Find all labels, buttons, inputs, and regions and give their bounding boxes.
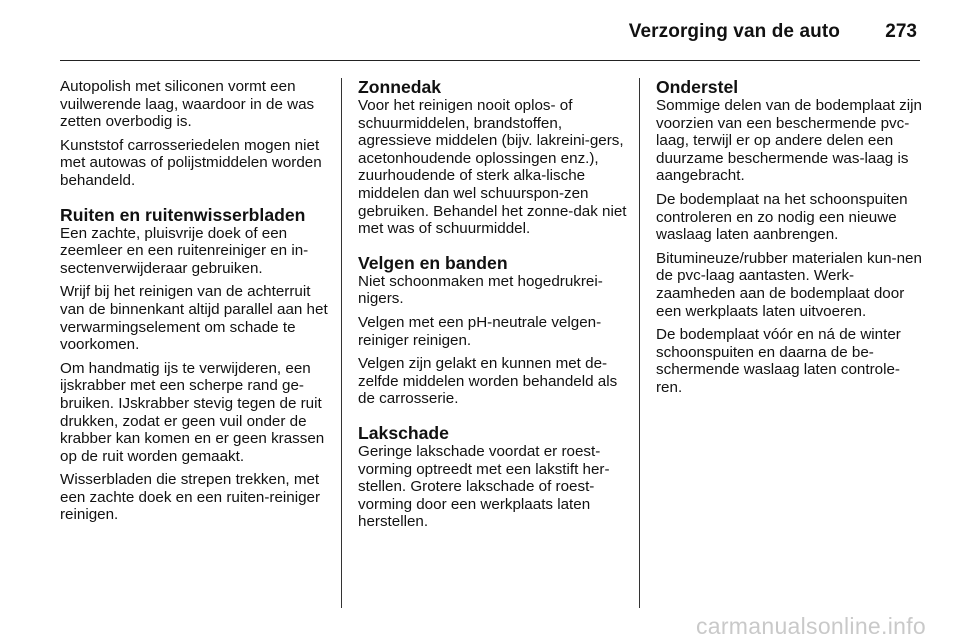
paragraph: De bodemplaat na het schoonspuiten controleren en zo nodig een nieuwe waslaag laten aanbrengen. bbox=[656, 190, 908, 244]
section-heading: Lakschade bbox=[358, 422, 449, 443]
section-heading: Zonnedak bbox=[358, 77, 442, 97]
paragraph: Autopolish met siliconen vormt een vuilwerende laag, waardoor in de was zetten overbodig is. bbox=[60, 78, 315, 131]
column-divider-1 bbox=[341, 78, 342, 608]
section-heading: Onderstel bbox=[656, 77, 739, 97]
paragraph: Niet schoonmaken met hogedrukrei-nigers. bbox=[358, 272, 603, 308]
page-title: Verzorging van de auto bbox=[628, 21, 840, 42]
paragraph: Voor het reinigen nooit oplos- of schuurmiddelen, brandstoffen, agressieve middelen (bijv. lakreini-gers, acetonhoudende oplossingen enz.), zuurhoudende of sterk alka-lische middelen dan wel schuurspon-zen gebruiken. Behandel het zonne-dak niet met was of schuurmiddel. bbox=[358, 97, 627, 238]
paragraph: Wisserbladen die strepen trekken, met een zachte doek en een ruiten-reiniger reinigen. bbox=[60, 471, 321, 524]
paragraph: Kunststof carrosseriedelen mogen niet met autowas of polijstmiddelen worden behandeld. bbox=[60, 136, 322, 189]
column-left bbox=[60, 78, 332, 530]
column-right bbox=[656, 78, 926, 403]
paragraph: Geringe lakschade voordat er roest-vorming optreedt met een lakstift her-stellen. Grotere lakschade of roest-vorming door een werkplaats laten herstellen. bbox=[358, 442, 610, 531]
paragraph: Sommige delen van de bodemplaat zijn voorzien van een beschermende pvc-laag, terwijl er op andere delen een duurzame beschermende was-laag is aangebracht. bbox=[656, 97, 922, 185]
paragraph: Een zachte, pluisvrije doek of een zeemleer en een ruitenreiniger en in-sectenverwijderaar gebruiken. bbox=[60, 224, 309, 277]
header-rule bbox=[60, 60, 920, 61]
paragraph: Velgen met een pH-neutrale velgen-reiniger reinigen. bbox=[358, 313, 602, 349]
paragraph: Om handmatig ijs te verwijderen, een ijskrabber met een scherpe rand ge-bruiken. IJskrabber stevig tegen de ruit drukken, zodat er geen vuil onder de krabber kan komen en er geen krassen op de ruit worden gemaakt. bbox=[60, 359, 325, 465]
column-middle bbox=[358, 78, 628, 537]
paragraph: Bitumineuze/rubber materialen kun-nen de pvc-laag aantasten. Werk-zaamheden aan de bodemplaat door een werkplaats laten uitvoeren. bbox=[656, 249, 922, 320]
page-header bbox=[0, 0, 960, 62]
section-heading: Ruiten en ruitenwisserbladen bbox=[60, 204, 306, 225]
column-divider-2 bbox=[639, 78, 640, 608]
paragraph: De bodemplaat vóór en ná de winter schoonspuiten en daarna de be-schermende waslaag laten controle-ren. bbox=[656, 326, 901, 396]
page-number: 273 bbox=[885, 21, 917, 42]
paragraph: Velgen zijn gelakt en kunnen met de-zelfde middelen worden behandeld als de carrosserie. bbox=[358, 355, 618, 408]
section-heading: Velgen en banden bbox=[358, 252, 508, 273]
watermark: carmanualsonline.info bbox=[695, 613, 926, 639]
paragraph: Wrijf bij het reinigen van de achterruit van de binnenkant altijd parallel aan het verwarmingselement om schade te voorkomen. bbox=[60, 283, 328, 354]
